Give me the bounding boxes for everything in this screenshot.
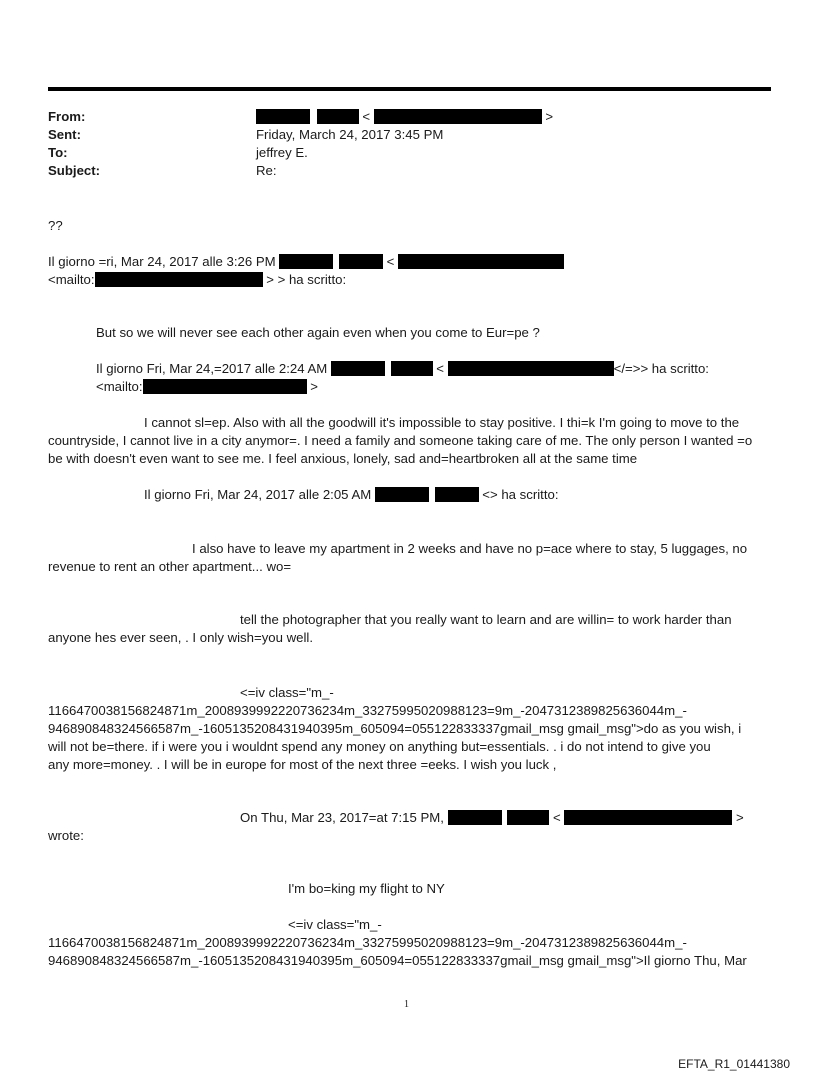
paragraph-6: I'm bo=king my flight to NY	[288, 881, 445, 896]
redaction-box	[507, 810, 549, 825]
quote-header-text: Il giorno Fri, Mar 24, 2017 alle 2:05 AM	[144, 487, 372, 502]
paragraph-5-line-4: will not be=there. if i were you i wouldnt spend any money on anything but=essentials. . i do not intend to give you	[48, 739, 711, 754]
to-value: jeffrey E.	[256, 145, 308, 160]
quote-suffix: <> ha scritto:	[482, 487, 559, 502]
angle-open: <	[552, 810, 561, 825]
paragraph-7-line-1: <=iv class="m_-	[288, 917, 382, 932]
sent-label: Sent:	[48, 127, 81, 142]
quote-suffix: </=>> ha scritto:	[613, 361, 709, 376]
redaction-box	[95, 272, 263, 287]
paragraph-2-line-1: I cannot sl=ep. Also with all the goodwill it's impossible to stay positive. I thi=k I'm going to move to the	[144, 415, 740, 430]
redaction-box	[391, 361, 433, 376]
quote-header-text: Il giorno Fri, Mar 24,=2017 alle 2:24 AM	[96, 361, 328, 376]
redaction-box	[143, 379, 307, 394]
paragraph-7-line-2: 1166470038156824871m_2008939992220736234m_33275995020988123=9m_-2047312389825636044m_-	[48, 935, 687, 950]
paragraph-7-line-3: 946890848324566587m_-1605135208431940395m_605094=055122833337gmail_msg gmail_msg">Il giorno Thu, Mar	[48, 953, 747, 968]
redaction-box	[256, 109, 310, 124]
paragraph-4-line-1: tell the photographer that you really want to learn and are willin= to work harder than	[240, 612, 732, 627]
paragraph-5-line-1: <=iv class="m_-	[240, 685, 334, 700]
from-value	[256, 108, 553, 125]
wrote-label: wrote:	[48, 828, 84, 843]
quote-header-2	[96, 360, 709, 377]
page-number: 1	[404, 999, 409, 1010]
mailto-prefix: <mailto:	[48, 272, 95, 287]
redaction-box	[317, 109, 359, 124]
quote-header-4	[240, 809, 744, 826]
mailto-prefix: <mailto:	[96, 379, 143, 394]
subject-value: Re:	[256, 163, 277, 178]
quote-header-1	[48, 253, 564, 270]
redaction-box	[448, 810, 502, 825]
paragraph-1: But so we will never see each other again even when you come to Eur=pe ?	[96, 325, 540, 340]
subject-label: Subject:	[48, 163, 101, 178]
angle-close: >	[545, 109, 554, 124]
paragraph-2-line-2: countryside, I cannot live in a city anymor=. I need a family and someone taking care of me. The only person I wanted =o	[48, 433, 753, 448]
quote-header-text: Il giorno =ri, Mar 24, 2017 alle 3:26 PM	[48, 254, 276, 269]
paragraph-5-line-2: 1166470038156824871m_2008939992220736234m_33275995020988123=9m_-2047312389825636044m_-	[48, 703, 687, 718]
redaction-box	[374, 109, 542, 124]
document-id: EFTA_R1_01441380	[678, 1057, 790, 1071]
sent-value: Friday, March 24, 2017 3:45 PM	[256, 127, 444, 142]
redaction-box	[375, 487, 429, 502]
angle-close: >	[735, 810, 744, 825]
paragraph-5-line-3: 946890848324566587m_-1605135208431940395m_605094=055122833337gmail_msg gmail_msg">do as you wish, i	[48, 721, 742, 736]
redaction-box	[331, 361, 385, 376]
redaction-box	[448, 361, 614, 376]
redaction-box	[564, 810, 732, 825]
angle-open: <	[386, 254, 395, 269]
paragraph-5-line-5: any more=money. . I will be in europe for most of the next three =eeks. I wish you luck ,	[48, 757, 557, 772]
paragraph-3-line-1: I also have to leave my apartment in 2 weeks and have no p=ace where to stay, 5 luggages, no	[192, 541, 748, 556]
angle-open: <	[362, 109, 371, 124]
quote-suffix: > > ha scritto:	[266, 272, 347, 287]
header-rule	[48, 87, 771, 91]
paragraph-3-line-2: revenue to rent an other apartment... wo=	[48, 559, 292, 574]
paragraph-4-line-2: anyone hes ever seen, . I only wish=you well.	[48, 630, 313, 645]
from-label: From:	[48, 109, 86, 124]
redaction-box	[339, 254, 383, 269]
to-label: To:	[48, 145, 68, 160]
body-question: ??	[48, 218, 63, 233]
quote-header-text: On Thu, Mar 23, 2017=at 7:15 PM,	[240, 810, 444, 825]
redaction-box	[435, 487, 479, 502]
angle-open: <	[436, 361, 444, 376]
quote-header-3	[144, 486, 558, 503]
quote-mailto-1	[48, 271, 346, 288]
quote-mailto-2	[96, 378, 318, 395]
redaction-box	[398, 254, 564, 269]
paragraph-2-line-3: be with doesn't even want to see me. I feel anxious, lonely, sad and=heartbroken all at the same time	[48, 451, 638, 466]
redaction-box	[279, 254, 333, 269]
angle-close: >	[310, 379, 318, 394]
